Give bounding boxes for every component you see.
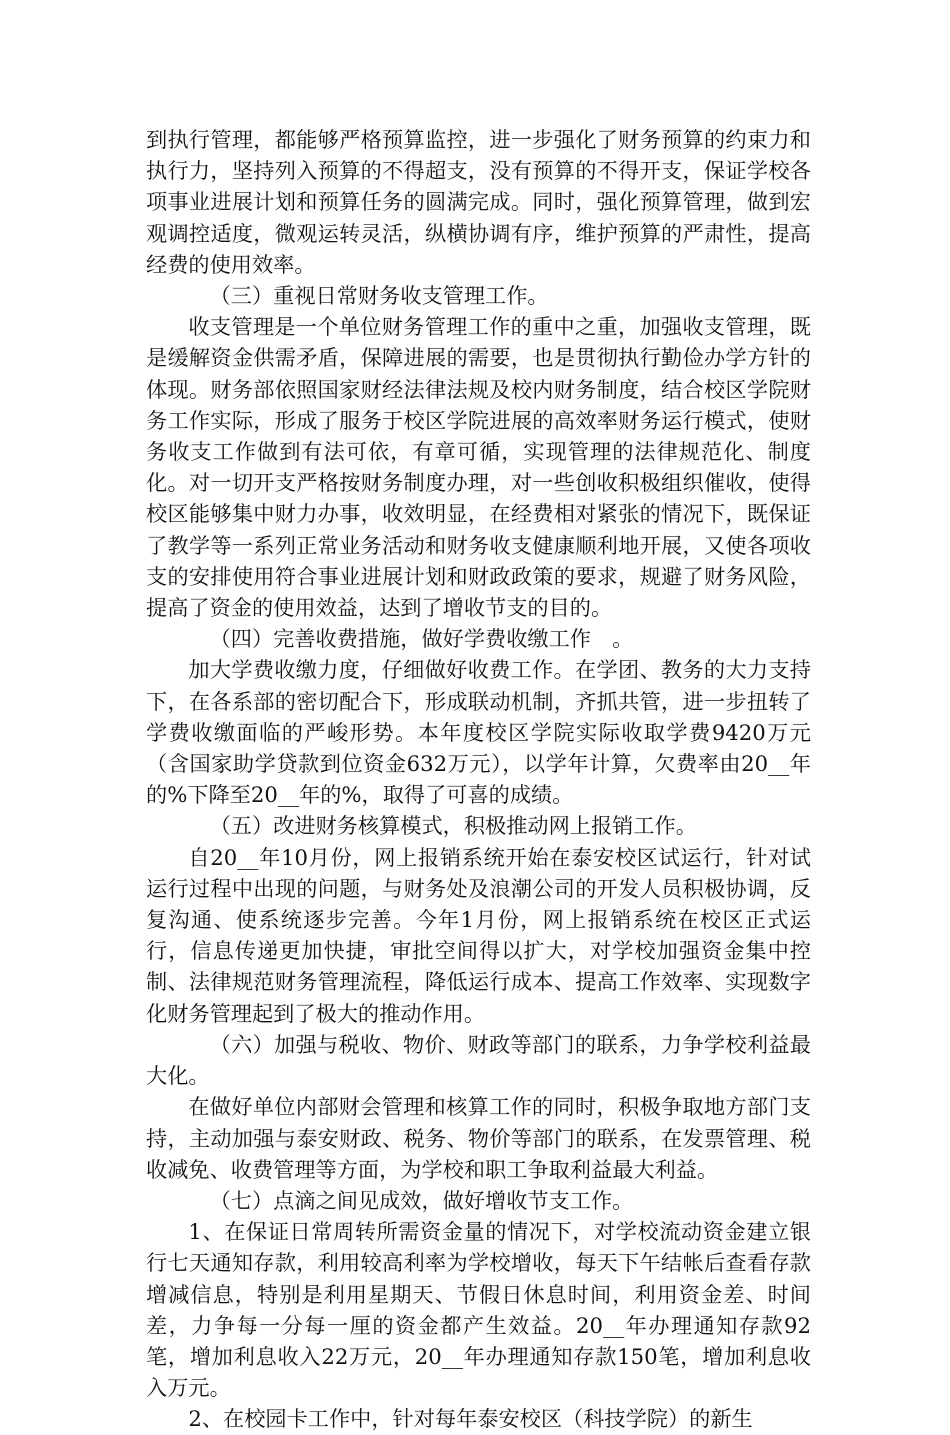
paragraph-online-reimbursement: 自20__年10月份，网上报销系统开始在泰安校区试运行，针对试运行过程中出现的问题，与财务处及浪潮公司的开发人员积极协调，反复沟通、使系统逐步完善。今年1月份，网上报销系统在校区正式运行，信息传递更加快捷，审批空间得以扩大，对学校加强资金集中控制、法律规范财务管理流程，降低运行成本、提高工作效率、实现数字化财务管理起到了极大的推动作用。 (146, 844, 811, 1026)
paragraph-external-relations: 在做好单位内部财会管理和核算工作的同时，积极争取地方部门支持，主动加强与泰安财政、税务、物价等部门的联系，在发票管理、税收减免、收费管理等方面，为学校和职工争取利益最大利益。 (146, 1094, 811, 1182)
section-heading-3: （三）重视日常财务收支管理工作。 (209, 283, 549, 309)
paragraph-tuition: 加大学费收缴力度，仔细做好收费工作。在学团、教务的大力支持下，在各系部的密切配合下，形成联动机制，齐抓共管，进一步扭转了学费收缴面临的严峻形势。本年度校区学院实际收取学费9420万元（含国家助学贷款到位资金632万元），以学年计算，欠费率由20__年的%下降至20__年的%，取得了可喜的成绩。 (146, 657, 811, 808)
paragraph-deposits: 1、在保证日常周转所需资金量的情况下，对学校流动资金建立银行七天通知存款，利用较高利率为学校增收，每天下午结帐后查看存款增减信息，特别是利用星期天、节假日休息时间，利用资金差、时间差，力争每一分每一厘的资金都产生效益。20__年办理通知存款92笔，增加利息收入22万元，20__年办理通知存款150笔，增加利息收入万元。 (146, 1219, 811, 1401)
paragraph-income-expense: 收支管理是一个单位财务管理工作的重中之重，加强收支管理，既是缓解资金供需矛盾，保障进展的需要，也是贯彻执行勤俭办学方针的体现。财务部依照国家财经法律法规及校内财务制度，结合校区学院财务工作实际，形成了服务于校区学院进展的高效率财务运行模式，使财务收支工作做到有法可依，有章可循，实现管理的法律规范化、制度化。对一切开支严格按财务制度办理，对一些创收积极组织催收，使得校区能够集中财力办事，收效明显，在经费相对紧张的情况下，既保证了教学等一系列正常业务活动和财务收支健康顺利地开展，又使各项收支的安排使用符合事业进展计划和财政政策的要求，规避了财务风险，提高了资金的使用效益，达到了增收节支的目的。 (146, 314, 811, 621)
document-body (146, 124, 811, 1435)
section-heading-5: （五）改进财务核算模式，积极推动网上报销工作。 (209, 813, 697, 839)
section-heading-4: （四）完善收费措施，做好学费收缴工作 。 (209, 626, 634, 652)
paragraph-campus-card: 2、在校园卡工作中，针对每年泰安校区（科技学院）的新生 (188, 1406, 753, 1432)
section-heading-7: （七）点滴之间见成效，做好增收节支工作。 (209, 1187, 634, 1213)
paragraph-budget-control: 到执行管理，都能够严格预算监控，进一步强化了财务预算的约束力和执行力，坚持列入预算的不得超支，没有预算的不得开支，保证学校各项事业进展计划和预算任务的圆满完成。同时，强化预算管理，做到宏观调控适度，微观运转灵活，纵横协调有序，维护预算的严肃性，提高经费的使用效率。 (146, 127, 811, 277)
section-heading-6: （六）加强与税收、物价、财政等部门的联系，力争学校利益最大化。 (146, 1031, 811, 1089)
